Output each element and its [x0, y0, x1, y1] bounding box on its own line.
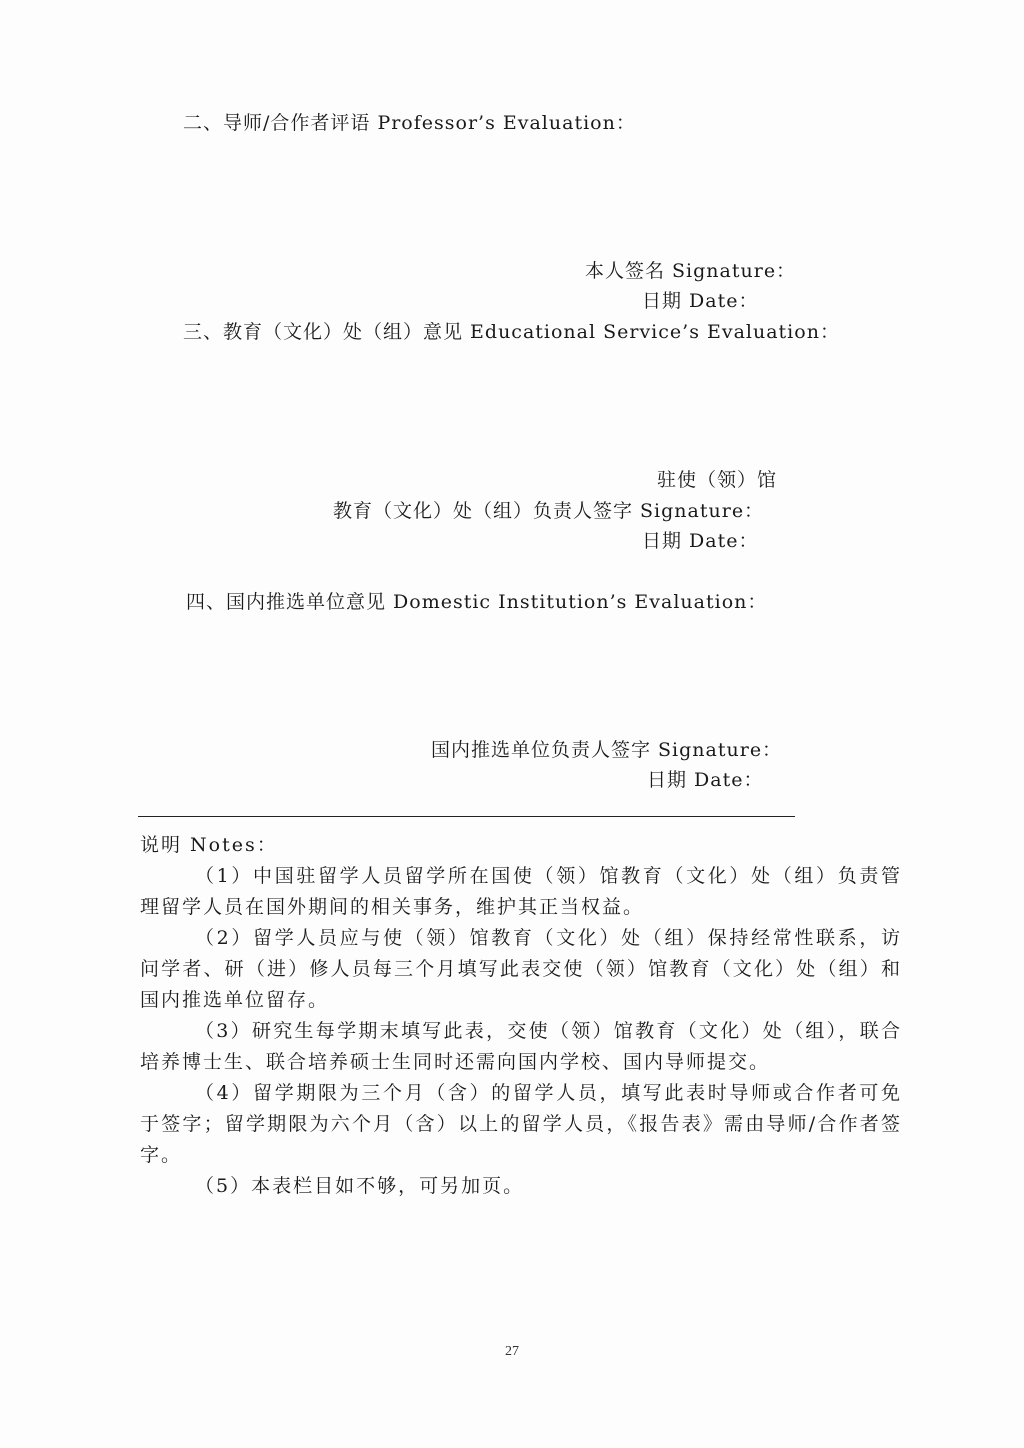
- professor-signature-label: 本人签名 Signature：: [585, 260, 797, 282]
- education-service-heading: 三、教育（文化）处（组）意见 Educational Service’s Evaluation：: [183, 321, 840, 343]
- domestic-signature-label: 国内推选单位负责人签字 Signature：: [431, 739, 783, 761]
- note-item-2: （2）留学人员应与使（领）馆教育（文化）处（组）保持经常性联系，访问学者、研（进）修人员每三个月填写此表交使（领）馆教育（文化）处（组）和国内推选单位留存。: [140, 927, 902, 1011]
- notes-divider: [138, 816, 795, 817]
- note-item-4: （4）留学期限为三个月（含）的留学人员，填写此表时导师或合作者可免于签字；留学期限为六个月（含）以上的留学人员，《报告表》需由导师/合作者签字。: [140, 1082, 902, 1166]
- education-service-date-label: 日期 Date：: [642, 530, 759, 552]
- note-item-3: （3）研究生每学期末填写此表，交使（领）馆教育（文化）处（组），联合培养博士生、联合培养硕士生同时还需向国内学校、国内导师提交。: [140, 1020, 902, 1073]
- professor-evaluation-heading: 二、导师/合作者评语 Professor’s Evaluation：: [183, 112, 636, 134]
- note-item-1: （1）中国驻留学人员留学所在国使（领）馆教育（文化）处（组）负责管理留学人员在国外期间的相关事务，维护其正当权益。: [140, 865, 902, 918]
- notes-title: 说明 Notes：: [140, 834, 278, 856]
- notes-section: [140, 830, 902, 1202]
- domestic-institution-heading: 四、国内推选单位意见 Domestic Institution’s Evaluation：: [186, 591, 768, 613]
- education-service-signature-label: 教育（文化）处（组）负责人签字 Signature：: [333, 500, 765, 522]
- embassy-label: 驻使（领）馆: [657, 469, 778, 491]
- note-item-5: （5）本表栏目如不够，可另加页。: [195, 1175, 525, 1197]
- domestic-date-label: 日期 Date：: [647, 769, 764, 791]
- professor-date-label: 日期 Date：: [642, 290, 759, 312]
- page-number: 27: [505, 1344, 519, 1359]
